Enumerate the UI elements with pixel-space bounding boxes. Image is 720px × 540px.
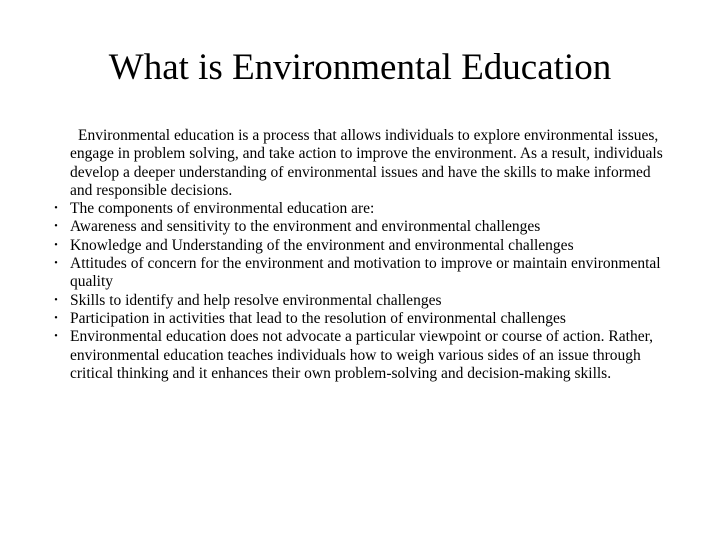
slide-title: What is Environmental Education <box>108 47 612 88</box>
bullet-list <box>50 127 670 383</box>
list-item <box>50 310 670 328</box>
list-item-text: Participation in activities that lead to the resolution of environmental challenges <box>70 309 566 327</box>
bullet-icon: • <box>54 258 58 270</box>
list-item-text: Skills to identify and help resolve environmental challenges <box>70 291 442 309</box>
list-item-text: Attitudes of concern for the environment and motivation to improve or maintain environmental quality <box>70 255 661 291</box>
intro-text: Environmental education is a process that allows individuals to explore environmental issues, engage in problem solving, and take action to improve the environment. As a result, individuals develop a deeper understanding of environmental issues and have the skills to make informed and responsible decisions. <box>70 127 663 199</box>
list-item <box>50 218 670 236</box>
bullet-icon: • <box>54 331 58 343</box>
bullet-icon: • <box>54 203 58 215</box>
bullet-icon: • <box>54 312 58 324</box>
list-item <box>50 255 670 292</box>
bullet-icon: • <box>54 294 58 306</box>
bullet-icon: • <box>54 221 58 233</box>
list-item-text: Awareness and sensitivity to the environment and environmental challenges <box>70 218 541 236</box>
list-item <box>50 200 670 218</box>
list-item-text: The components of environmental education are: <box>70 200 375 218</box>
list-item <box>50 328 670 383</box>
list-item <box>50 292 670 310</box>
list-item <box>50 237 670 255</box>
list-item-text: Environmental education does not advocate a particular viewpoint or course of action. Rather, environmental education teaches individuals how to weigh various sides of an issue through critical thinking and it enhances their own problem-solving and decision-making skills. <box>70 328 654 382</box>
list-item-text: Knowledge and Understanding of the environment and environmental challenges <box>70 236 574 254</box>
intro-paragraph <box>50 127 670 200</box>
bullet-icon: • <box>54 239 58 251</box>
